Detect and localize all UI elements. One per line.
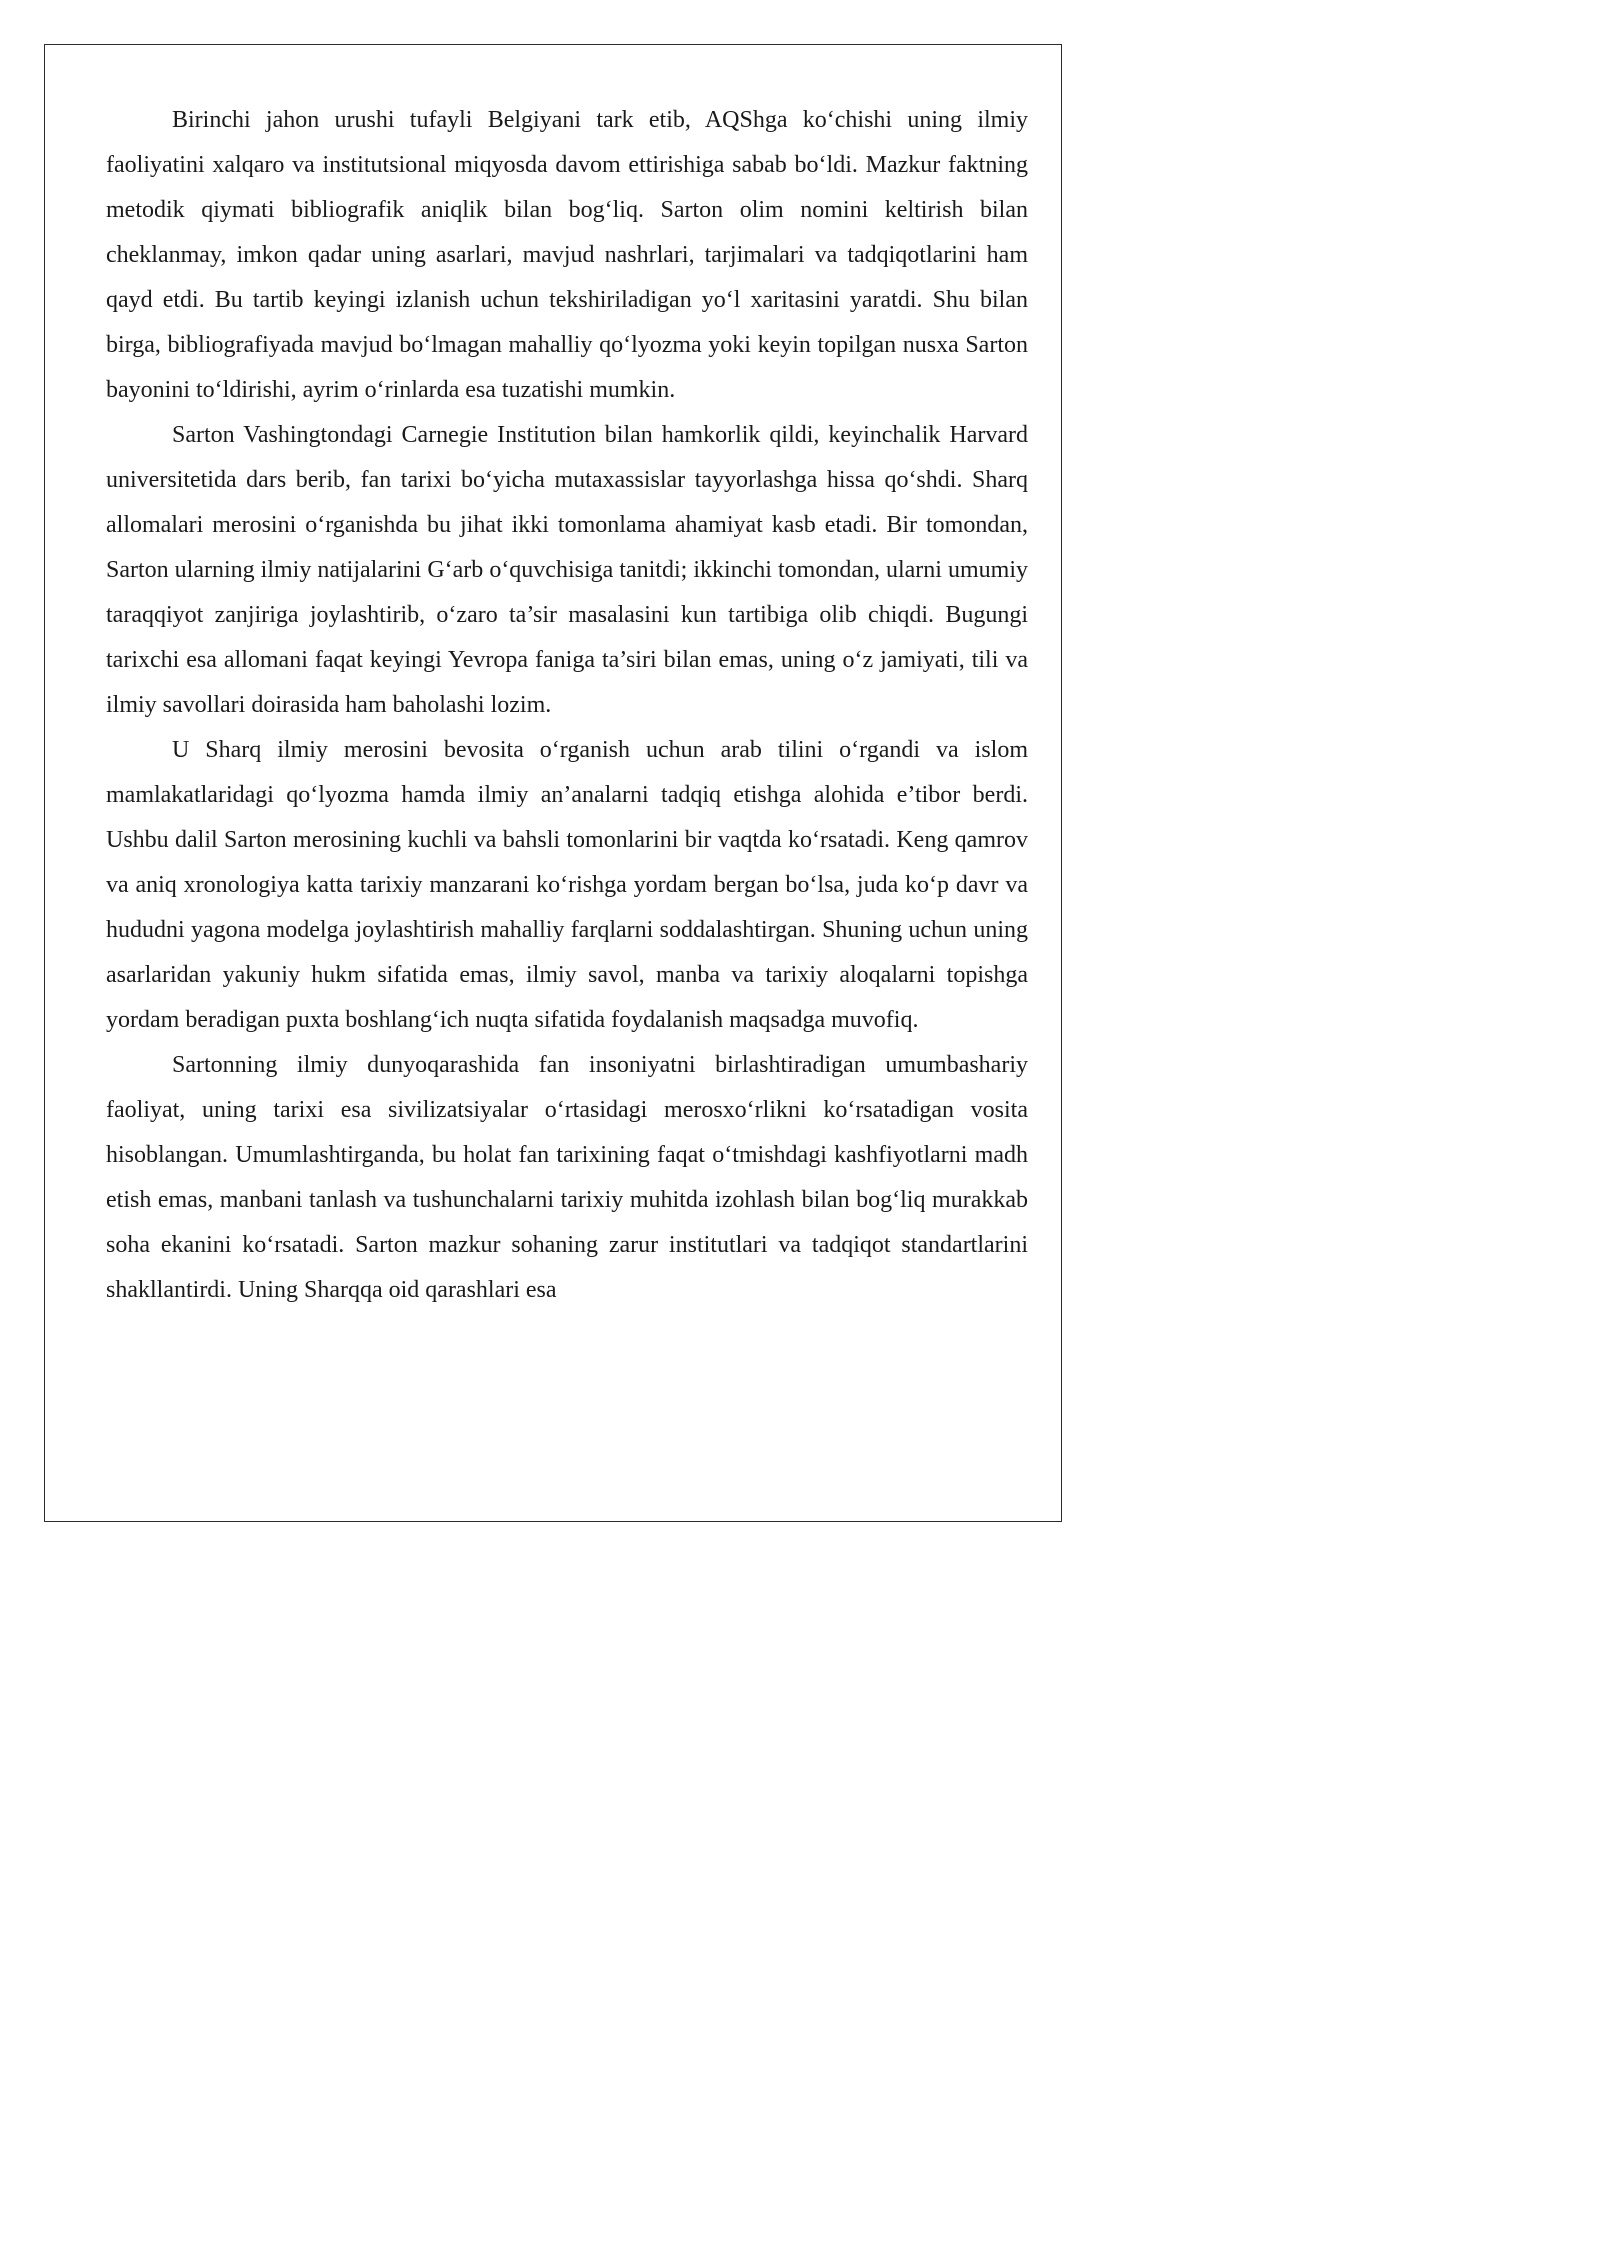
paragraph-1: Birinchi jahon urushi tufayli Belgiyani tark etib, AQShga ko‘chishi uning ilmiy faoliyatini xalqaro va institutsional miqyosda davom ettirishiga sabab bo‘ldi. Mazkur faktning metodik qiymati bibliografik aniqlik bilan bog‘liq. Sarton olim nomini keltirish bilan cheklanmay, imkon qadar uning asarlari, mavjud nashrlari, tarjimalari va tadqiqotlarini ham qayd etdi. Bu tartib keyingi izlanish uchun tekshiriladigan yo‘l xaritasini yaratdi. Shu bilan birga, bibliografiyada mavjud bo‘lmagan mahalliy qo‘lyozma yoki keyin topilgan nusxa Sarton bayonini to‘ldirishi, ayrim o‘rinlarda esa tuzatishi mumkin.	[106, 107, 1028, 403]
document-body	[106, 98, 1028, 1498]
paragraph-3: U Sharq ilmiy merosini bevosita o‘rganish uchun arab tilini o‘rgandi va islom mamlakatlaridagi qo‘lyozma hamda ilmiy an’analarni tadqiq etishga alohida e’tibor berdi. Ushbu dalil Sarton merosining kuchli va bahsli tomonlarini bir vaqtda ko‘rsatadi. Keng qamrov va aniq xronologiya katta tarixiy manzarani ko‘rishga yordam bergan bo‘lsa, juda ko‘p davr va hududni yagona modelga joylashtirish mahalliy farqlarni soddalashtirgan. Shuning uchun uning asarlaridan yakuniy hukm sifatida emas, ilmiy savol, manba va tarixiy aloqalarni topishga yordam beradigan puxta boshlang‘ich nuqta sifatida foydalanish maqsadga muvofiq.	[106, 737, 1028, 1033]
paragraph-2: Sarton Vashingtondagi Carnegie Institution bilan hamkorlik qildi, keyinchalik Harvard universitetida dars berib, fan tarixi bo‘yicha mutaxassislar tayyorlashga hissa qo‘shdi. Sharq allomalari merosini o‘rganishda bu jihat ikki tomonlama ahamiyat kasb etadi. Bir tomondan, Sarton ularning ilmiy natijalarini G‘arb o‘quvchisiga tanitdi; ikkinchi tomondan, ularni umumiy taraqqiyot zanjiriga joylashtirib, o‘zaro ta’sir masalasini kun tartibiga olib chiqdi. Bugungi tarixchi esa allomani faqat keyingi Yevropa faniga ta’siri bilan emas, uning o‘z jamiyati, tili va ilmiy savollari doirasida ham baholashi lozim.	[106, 422, 1028, 718]
paragraph-4: Sartonning ilmiy dunyoqarashida fan insoniyatni birlashtiradigan umumbashariy faoliyat, uning tarixi esa sivilizatsiyalar o‘rtasidagi merosxo‘rlikni ko‘rsatadigan vosita hisoblangan. Umumlashtirganda, bu holat fan tarixining faqat o‘tmishdagi kashfiyotlarni madh etish emas, manbani tanlash va tushunchalarni tarixiy muhitda izohlash bilan bog‘liq murakkab soha ekanini ko‘rsatadi. Sarton mazkur sohaning zarur institutlari va tadqiqot standartlarini shakllantirdi. Uning Sharqqa oid qarashlari esa	[106, 1052, 1028, 1303]
